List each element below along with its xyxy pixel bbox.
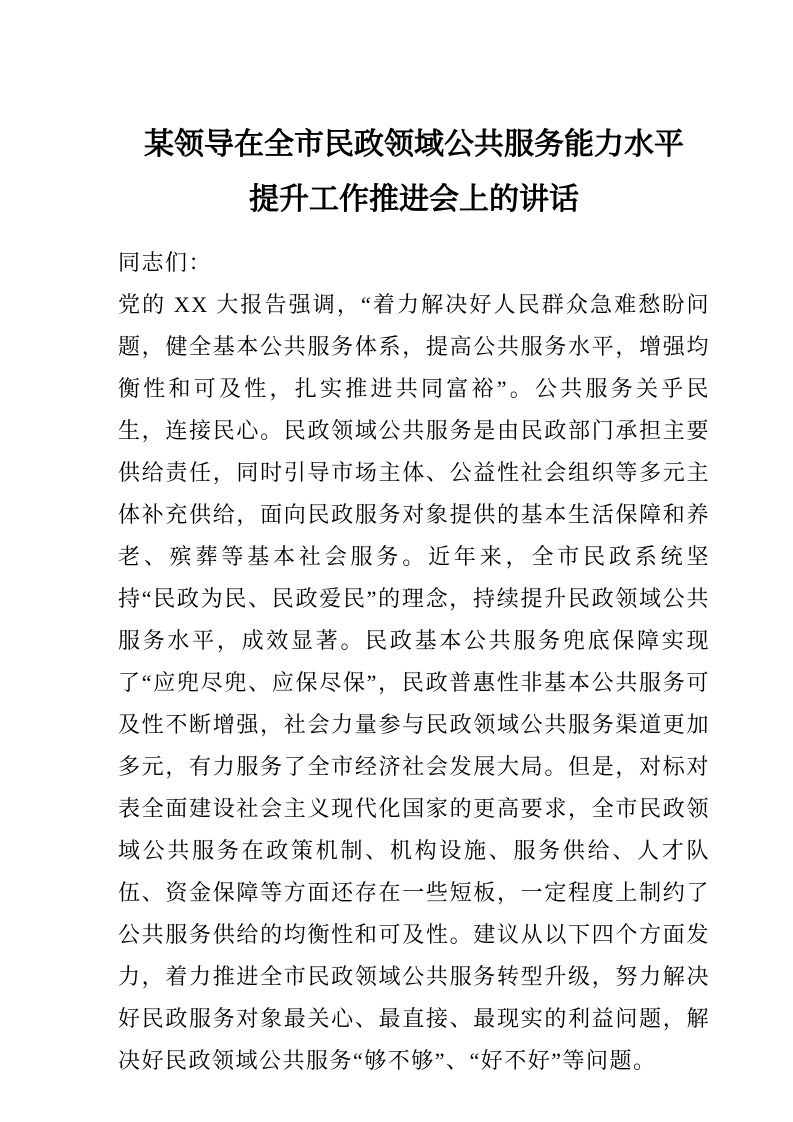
document-title <box>118 117 710 227</box>
document-title-line-2: 提升工作推进会上的讲话 <box>249 183 579 216</box>
document-title-line-1: 某领导在全市民政领域公共服务能力水平 <box>144 128 684 161</box>
speech-body-paragraph: 党的 XX 大报告强调，“着力解决好人民群众急难愁盼问题，健全基本公共服务体系，提高公共服务水平，增强均衡性和可及性，扎实推进共同富裕”。公共服务关乎民生，连接民心。民政领域公共服务是由民政部门承担主要供给责任，同时引导市场主体、公益性社会组织等多元主体补充供给，面向民政服务对象提供的基本生活保障和养老、殡葬等基本社会服务。近年来，全市民政系统坚持“民政为民、民政爱民”的理念，持续提升民政领域公共服务水平，成效显著。民政基本公共服务兜底保障实现了“应兜尽兜、应保尽保”，民政普惠性非基本公共服务可及性不断增强，社会力量参与民政领域公共服务渠道更加多元，有力服务了全市经济社会发展大局。但是，对标对表全面建设社会主义现代化国家的更高要求，全市民政领域公共服务在政策机制、机构设施、服务供给、人才队伍、资金保障等方面还存在一些短板，一定程度上制约了公共服务供给的均衡性和可及性。建议从以下四个方面发力，着力推进全市民政领域公共服务转型升级，努力解决好民政服务对象最关心、最直接、最现实的利益问题，解决好民政领域公共服务“够不够”、“好不好”等问题。 <box>118 292 710 1073</box>
salutation-line: 同志们： <box>118 250 213 275</box>
